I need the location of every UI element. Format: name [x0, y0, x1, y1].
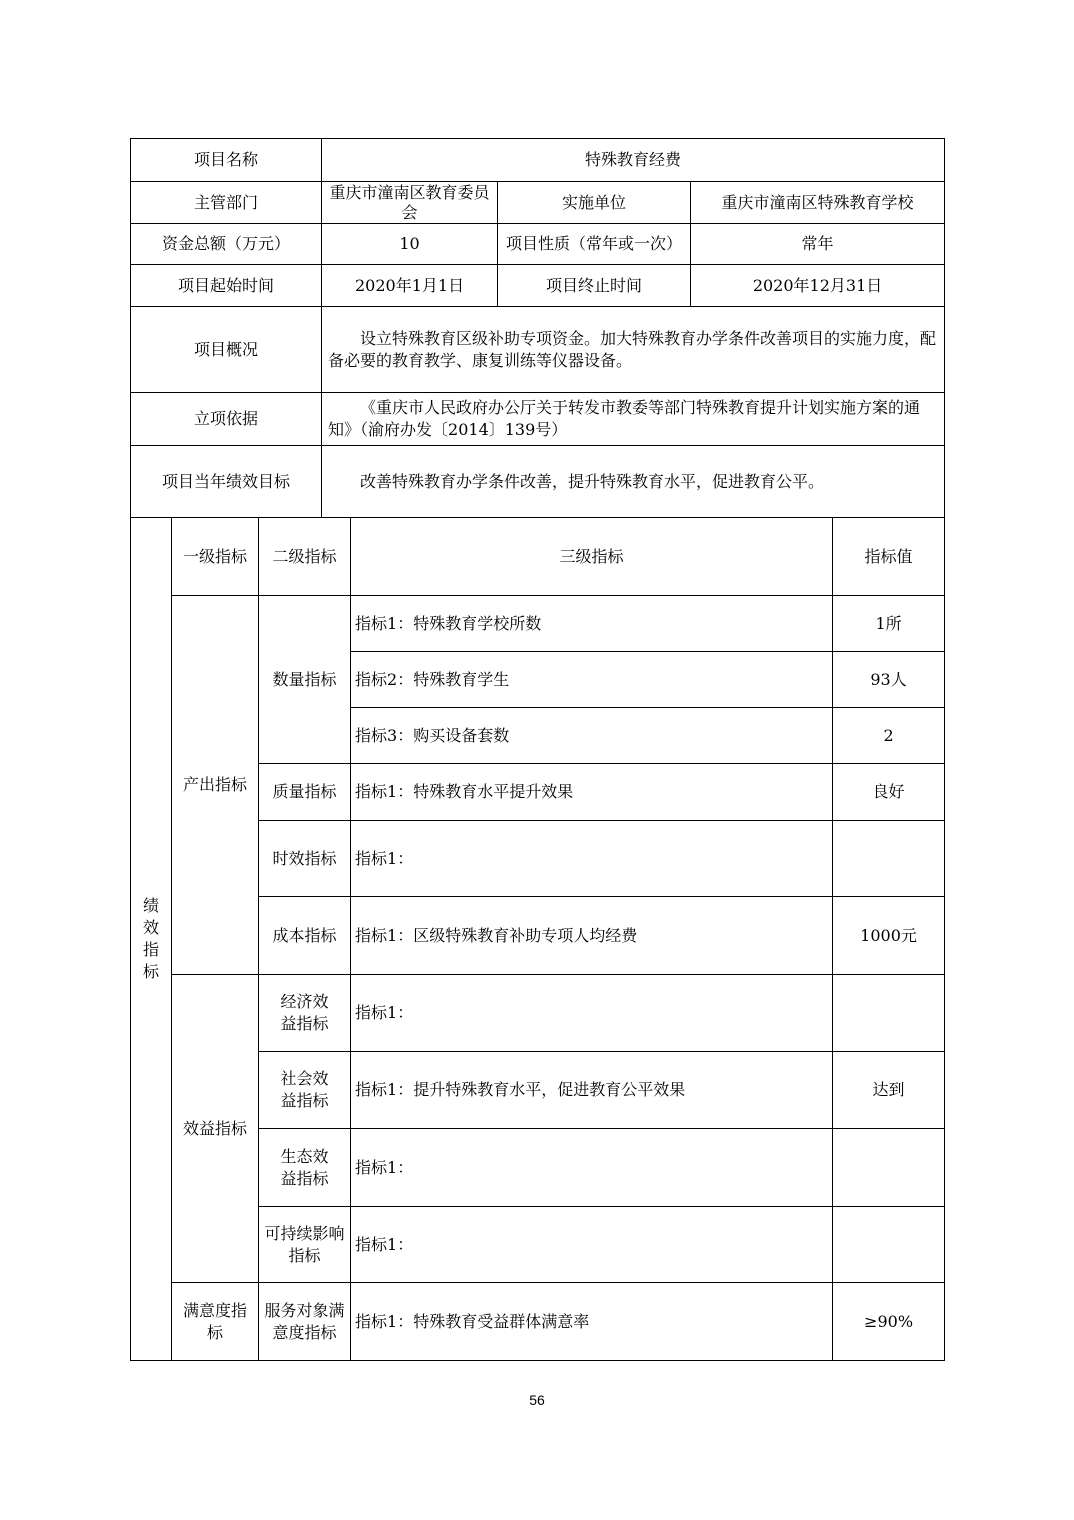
funds-value: 10 [322, 224, 498, 265]
quantity-row-1-value: 1所 [833, 596, 945, 652]
quality-row-text: 指标1：特殊教育水平提升效果 [351, 764, 833, 821]
end-label: 项目终止时间 [498, 265, 691, 307]
basis-value: 《重庆市人民政府办公厅关于转发市教委等部门特殊教育提升计划实施方案的通知》（渝府办发〔2014〕139号） [322, 393, 945, 446]
quantity-row-2-value: 93人 [833, 652, 945, 708]
satisfaction-indicator-label: 满意度指标 [172, 1283, 259, 1361]
overview-label: 项目概况 [131, 307, 322, 393]
social-row-value: 达到 [833, 1052, 945, 1129]
quality-row-value: 良好 [833, 764, 945, 821]
quantity-row-3-text: 指标3：购买设备套数 [351, 708, 833, 764]
overview-value: 设立特殊教育区级补助专项资金。加大特殊教育办学条件改善项目的实施力度，配备必要的教育教学、康复训练等仪器设备。 [322, 307, 945, 393]
sustain-row-text: 指标1： [351, 1207, 833, 1283]
satisfaction-row-text: 指标1：特殊教育受益群体满意率 [351, 1283, 833, 1361]
project-name-label: 项目名称 [131, 139, 322, 182]
timeliness-row-value [833, 821, 945, 897]
start-value: 2020年1月1日 [322, 265, 498, 307]
goal-label: 项目当年绩效目标 [131, 446, 322, 518]
timeliness-indicator-label: 时效指标 [259, 821, 351, 897]
satisfaction-row-value: ≥90% [833, 1283, 945, 1361]
quantity-row-3-value: 2 [833, 708, 945, 764]
eco-row-text: 指标1： [351, 1129, 833, 1207]
nature-label: 项目性质（常年或一次） [498, 224, 691, 265]
performance-section-label: 绩效指标 [131, 518, 172, 1361]
page-number: 56 [529, 1392, 545, 1408]
nature-value: 常年 [691, 224, 945, 265]
economic-row-value [833, 975, 945, 1052]
cost-row-text: 指标1：区级特殊教育补助专项人均经费 [351, 897, 833, 975]
impl-value: 重庆市潼南区特殊教育学校 [691, 182, 945, 224]
col-level2-header: 二级指标 [259, 518, 351, 596]
goal-value: 改善特殊教育办学条件改善，提升特殊教育水平，促进教育公平。 [322, 446, 945, 518]
start-label: 项目起始时间 [131, 265, 322, 307]
service-satisfaction-label: 服务对象满意度指标 [259, 1283, 351, 1361]
eco-indicator-label: 生态效益指标 [259, 1129, 351, 1207]
sustain-indicator-label: 可持续影响指标 [259, 1207, 351, 1283]
end-value: 2020年12月31日 [691, 265, 945, 307]
social-row-text: 指标1：提升特殊教育水平，促进教育公平效果 [351, 1052, 833, 1129]
cost-indicator-label: 成本指标 [259, 897, 351, 975]
sustain-row-value [833, 1207, 945, 1283]
economic-indicator-label: 经济效益指标 [259, 975, 351, 1052]
output-indicator-label: 产出指标 [172, 596, 259, 975]
funds-label: 资金总额（万元） [131, 224, 322, 265]
eco-row-value [833, 1129, 945, 1207]
cost-row-value: 1000元 [833, 897, 945, 975]
performance-table [130, 138, 945, 1361]
quantity-indicator-label: 数量指标 [259, 596, 351, 764]
impl-label: 实施单位 [498, 182, 691, 224]
quantity-row-1-text: 指标1：特殊教育学校所数 [351, 596, 833, 652]
social-indicator-label: 社会效益指标 [259, 1052, 351, 1129]
project-name-value: 特殊教育经费 [322, 139, 945, 182]
col-value-header: 指标值 [833, 518, 945, 596]
col-level1-header: 一级指标 [172, 518, 259, 596]
benefit-indicator-label: 效益指标 [172, 975, 259, 1283]
basis-label: 立项依据 [131, 393, 322, 446]
timeliness-row-text: 指标1： [351, 821, 833, 897]
quantity-row-2-text: 指标2：特殊教育学生 [351, 652, 833, 708]
economic-row-text: 指标1： [351, 975, 833, 1052]
quality-indicator-label: 质量指标 [259, 764, 351, 821]
col-level3-header: 三级指标 [351, 518, 833, 596]
dept-value: 重庆市潼南区教育委员会 [322, 182, 498, 224]
dept-label: 主管部门 [131, 182, 322, 224]
